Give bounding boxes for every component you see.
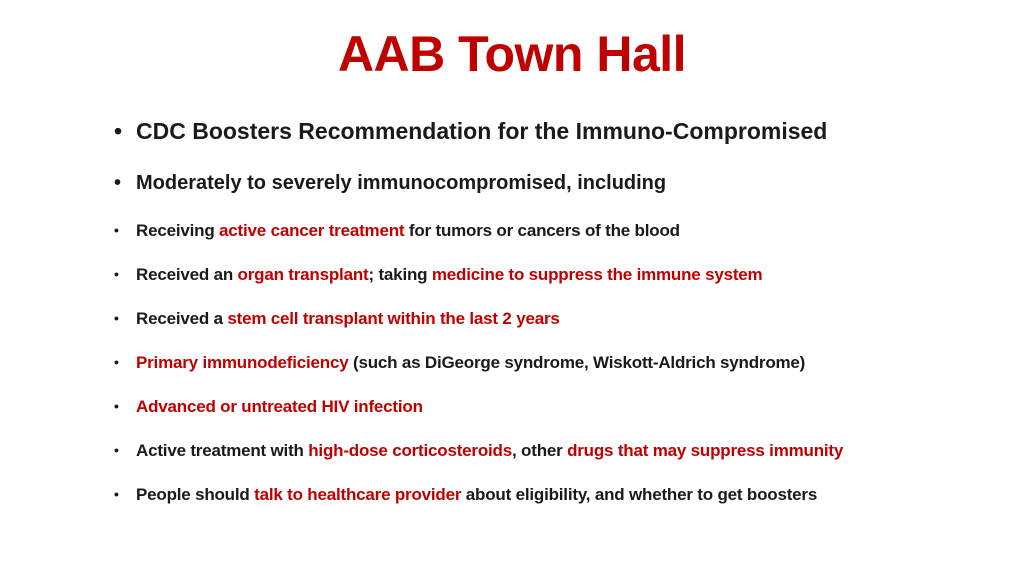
- bullet-text: CDC Boosters Recommendation for the Immuno-Compromised: [136, 118, 828, 144]
- bullet-text: ; taking: [368, 265, 432, 284]
- bullet-item: [114, 485, 817, 505]
- bullet-text: People should: [136, 485, 255, 504]
- highlighted-text: organ transplant: [237, 265, 369, 284]
- bullet-dot-icon: •: [114, 172, 122, 194]
- bullet-item: [114, 118, 827, 145]
- bullet-dot-icon: •: [114, 310, 119, 326]
- bullet-dot-icon: •: [114, 398, 119, 414]
- bullet-text: Moderately to severely immunocompromised, including: [136, 172, 667, 194]
- highlighted-text: active cancer treatment: [219, 221, 405, 240]
- bullet-dot-icon: •: [114, 118, 123, 144]
- bullet-text: Receiving: [136, 221, 220, 240]
- highlighted-text: stem cell transplant within the last 2 years: [227, 309, 560, 328]
- slide-title: AAB Town Hall: [337, 26, 687, 82]
- highlighted-text: medicine to suppress the immune system: [431, 265, 763, 284]
- bullet-dot-icon: •: [114, 442, 119, 458]
- bullet-dot-icon: •: [114, 222, 119, 238]
- bullet-text: Active treatment with: [136, 441, 309, 460]
- bullet-item: [114, 265, 762, 285]
- bullet-item: [114, 309, 560, 329]
- bullet-item: [114, 397, 423, 417]
- bullet-item: [114, 441, 843, 461]
- highlighted-text: drugs that may suppress immunity: [567, 441, 844, 460]
- highlighted-text: high-dose corticosteroids: [308, 441, 512, 460]
- bullet-dot-icon: •: [114, 486, 119, 502]
- bullet-text: about eligibility, and whether to get boosters: [461, 485, 818, 504]
- highlighted-text: Primary immunodeficiency: [136, 353, 349, 372]
- bullet-item: [114, 221, 680, 241]
- bullet-item: [114, 353, 805, 373]
- bullet-text: Received an: [136, 265, 238, 284]
- bullet-dot-icon: •: [114, 354, 119, 370]
- bullet-item: [114, 172, 666, 195]
- bullet-dot-icon: •: [114, 266, 119, 282]
- bullet-text: , other: [512, 441, 568, 460]
- highlighted-text: talk to healthcare provider: [254, 485, 462, 504]
- bullet-text: Received a: [136, 309, 228, 328]
- bullet-text: for tumors or cancers of the blood: [404, 221, 680, 240]
- highlighted-text: Advanced or untreated HIV infection: [136, 397, 423, 416]
- bullet-text: (such as DiGeorge syndrome, Wiskott-Aldrich syndrome): [348, 353, 806, 372]
